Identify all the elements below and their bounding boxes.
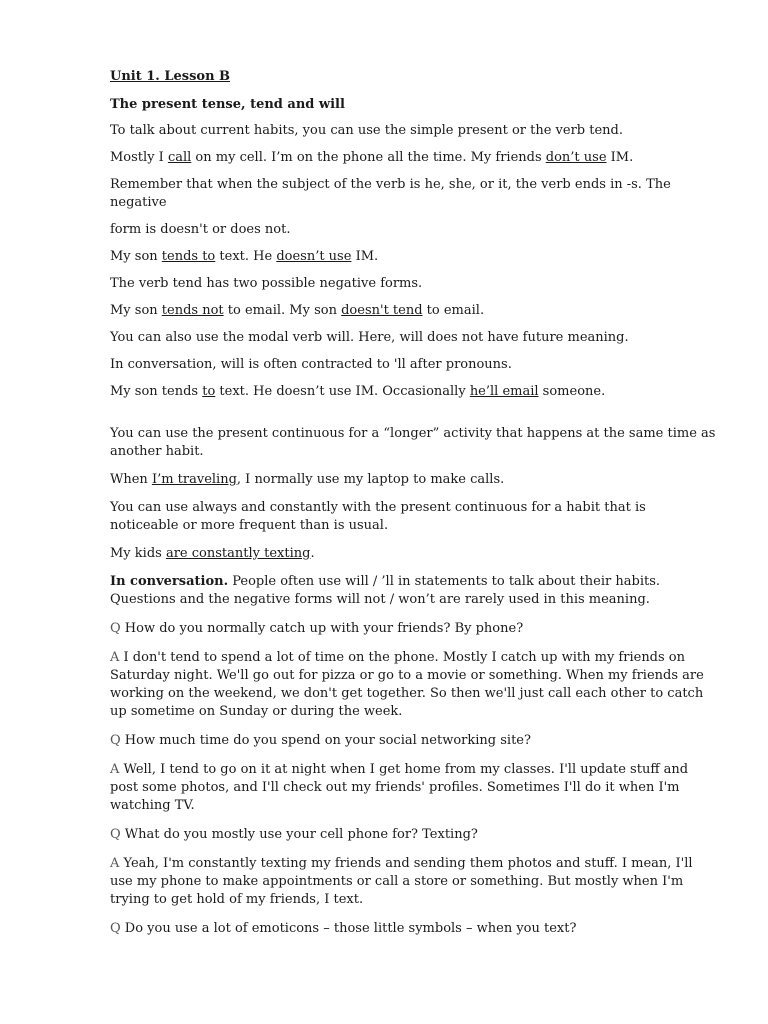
rule-sentence: form is doesn't or does not.: [110, 222, 291, 237]
rule-sentence: Remember that when the subject of the verb is he, she, or it, the verb ends in -s. The negative: [110, 177, 671, 210]
underlined-phrase: don’t use: [545, 150, 607, 165]
answer: A Well, I tend to go on it at night when I get home from my classes. I'll update stuff and post some photos, and I'll check out my friends' profiles. Sometimes I'll do it when I'm watching TV.: [110, 762, 689, 813]
conversation-note: In conversation. People often use will / ’ll in statements to talk about their habits. Questions and the negative forms will not / won’t are rarely used in this meaning.: [110, 574, 661, 607]
conversation-lead: In conversation.: [110, 574, 229, 589]
answer-tag: A: [110, 762, 120, 777]
section-heading: The present tense, tend and will: [110, 97, 345, 112]
answer: A Yeah, I'm constantly texting my friends and sending them photos and stuff. I mean, I'll use my phone to make appointments or call a store or something. But mostly when I'm trying to get hold of my friends, I text.: [110, 856, 693, 907]
example-sentence: My son tends to text. He doesn’t use IM. Occasionally he’ll email someone.: [110, 384, 606, 399]
rule-paragraph: You can use always and constantly with the present continuous for a habit that is noticeable or more frequent than is usual.: [110, 500, 646, 533]
underlined-phrase: tends to: [161, 249, 216, 264]
example-sentence: My kids are constantly texting.: [110, 546, 315, 561]
example-sentence: My son tends to text. He doesn’t use IM.: [110, 249, 379, 264]
question: Q How do you normally catch up with your friends? By phone?: [110, 621, 524, 636]
example-sentence: When I’m traveling, I normally use my laptop to make calls.: [110, 472, 505, 487]
question-tag: Q: [110, 921, 121, 936]
answer-tag: A: [110, 856, 120, 871]
question: Q What do you mostly use your cell phone for? Texting?: [110, 827, 478, 842]
question-tag: Q: [110, 621, 121, 636]
underlined-phrase: are constantly texting: [165, 546, 311, 561]
rule-sentence: You can also use the modal verb will. Here, will does not have future meaning.: [110, 330, 629, 345]
rule-sentence: In conversation, will is often contracted to 'll after pronouns.: [110, 357, 512, 372]
question: Q Do you use a lot of emoticons – those little symbols – when you text?: [110, 921, 577, 936]
rule-sentence: The verb tend has two possible negative forms.: [110, 276, 423, 291]
rule-paragraph: You can use the present continuous for a “longer” activity that happens at the same time as another habit.: [110, 426, 716, 459]
underlined-phrase: tends not: [161, 303, 224, 318]
question-tag: Q: [110, 733, 121, 748]
underlined-phrase: doesn't tend: [341, 303, 423, 318]
answer: A I don't tend to spend a lot of time on the phone. Mostly I catch up with my friends on Saturday night. We'll go out for pizza or go to a movie or something. When my friends are working on the weekend, we don't get together. So then we'll just call each other to catch up sometime on Sunday or during the week.: [110, 650, 704, 719]
example-sentence: Mostly I call on my cell. I’m on the phone all the time. My friends don’t use IM.: [110, 150, 634, 165]
question: Q How much time do you spend on your social networking site?: [110, 733, 531, 748]
underlined-phrase: I’m traveling: [151, 472, 237, 487]
underlined-phrase: call: [167, 150, 192, 165]
question-tag: Q: [110, 827, 121, 842]
unit-title: Unit 1. Lesson B: [110, 69, 231, 84]
answer-tag: A: [110, 650, 120, 665]
underlined-phrase: doesn’t use: [276, 249, 352, 264]
example-sentence: My son tends not to email. My son doesn't tend to email.: [110, 303, 485, 318]
underlined-phrase: he’ll email: [469, 384, 539, 399]
underlined-phrase: to: [202, 384, 216, 399]
rule-sentence: To talk about current habits, you can use the simple present or the verb tend.: [110, 123, 623, 138]
